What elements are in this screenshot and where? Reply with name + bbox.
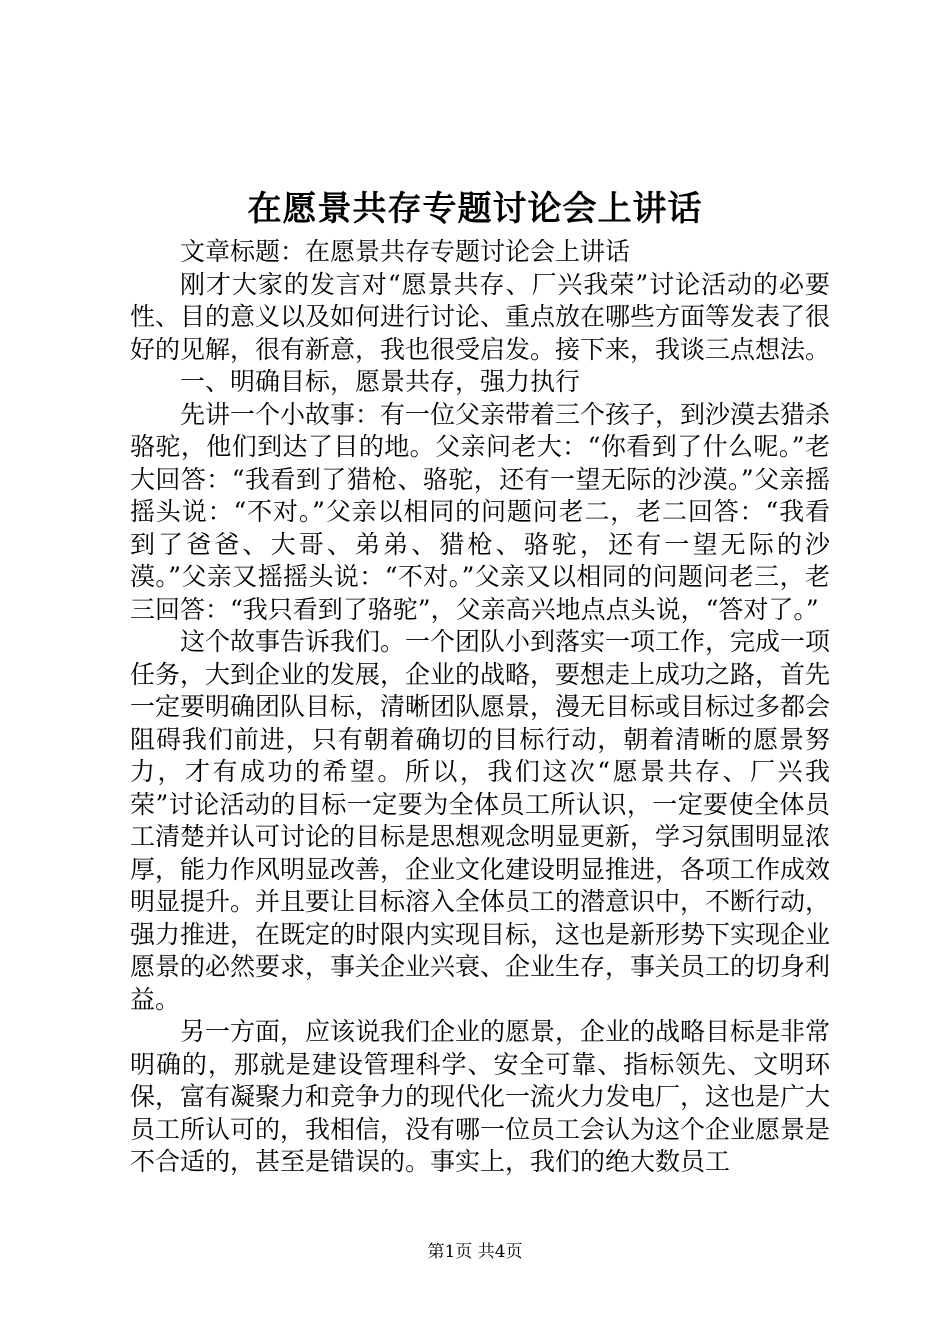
paragraph-vision: 另一方面，应该说我们企业的愿景，企业的战略目标是非常明确的，那就是建设管理科学、安全可靠、指标领先、文明环保，富有凝聚力和竞争力的现代化一流火力发电厂，这也是广大员工所认可的，我相信，没有哪一位员工会认为这个企业愿景是不合适的，甚至是错误的。事实上，我们的绝大数员工 (130, 1017, 831, 1176)
document-title: 在愿景共存专题讨论会上讲话 (247, 189, 703, 229)
document-body (130, 236, 830, 1179)
paragraph-article-title: 文章标题：在愿景共存专题讨论会上讲话 (180, 237, 631, 266)
paragraph-story: 先讲一个小故事：有一位父亲带着三个孩子，到沙漠去猎杀骆驼，他们到达了目的地。父亲问老大：“你看到了什么呢。”老大回答：“我看到了猎枪、骆驼，还有一望无际的沙漠。”父亲摇摇头说：“不对。”父亲以相同的问题问老二，老二回答：“我看到了爸爸、大哥、弟弟、猎枪、骆驼，还有一望无际的沙漠。”父亲又摇摇头说：“不对。”父亲又以相同的问题问老三，老三回答：“我只看到了骆驼”，父亲高兴地点点头说，“答对了。” (130, 399, 831, 624)
paragraph-lesson: 这个故事告诉我们。一个团队小到落实一项工作，完成一项任务，大到企业的发展，企业的战略，要想走上成功之路，首先一定要明确团队目标，清晰团队愿景，漫无目标或目标过多都会阻碍我们前进，只有朝着确切的目标行动，朝着清晰的愿景努力，才有成功的希望。所以，我们这次“愿景共存、厂兴我荣”讨论活动的目标一定要为全体员工所认识，一定要使全体员工清楚并认可讨论的目标是思想观念明显更新，学习氛围明显浓厚，能力作风明显改善，企业文化建设明显推进，各项工作成效明显提升。并且要让目标溶入全体员工的潜意识中，不断行动，强力推进，在既定的时限内实现目标，这也是新形势下实现企业愿景的必然要求，事关企业兴衰、企业生存，事关员工的切身利益。 (130, 627, 831, 1014)
page-number-footer: 第1页 共4页 (427, 1242, 523, 1262)
section-heading-1: 一、明确目标，愿景共存，强力执行 (180, 367, 581, 396)
paragraph-intro: 刚才大家的发言对“愿景共存、厂兴我荣”讨论活动的必要性、目的意义以及如何进行讨论、重点放在哪些方面等发表了很好的见解，很有新意，我也很受启发。接下来，我谈三点想法。 (130, 269, 831, 364)
